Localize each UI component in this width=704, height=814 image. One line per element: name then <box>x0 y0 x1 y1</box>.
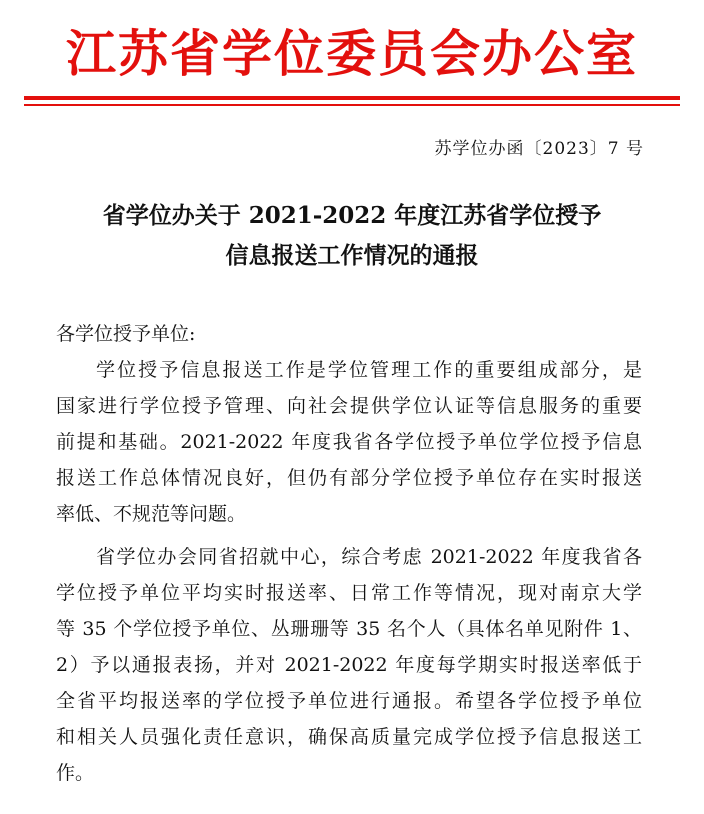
masthead-red-rule-thick <box>24 96 680 100</box>
paragraph-2-line-4: 2）予以通报表扬，并对 2021-2022 年度每学期实时报送率低于 <box>56 654 642 676</box>
masthead-red-rule-thin <box>24 104 680 106</box>
paragraph-1-line-2: 国家进行学位授予管理、向社会提供学位认证等信息服务的重要 <box>56 395 642 417</box>
paragraph-2-line-1: 省学位办会同省招就中心，综合考虑 2021-2022 年度我省各 <box>96 546 642 568</box>
paragraph-1-line-1: 学位授予信息报送工作是学位管理工作的重要组成部分，是 <box>96 359 642 381</box>
paragraph-2-line-2: 学位授予单位平均实时报送率、日常工作等情况，现对南京大学 <box>56 582 642 604</box>
document-title-line-2: 信息报送工作情况的通报 <box>225 242 479 269</box>
salutation: 各学位授予单位: <box>56 323 196 345</box>
paragraph-2-line-3: 等 35 个学位授予单位、丛珊珊等 35 名个人（具体名单见附件 1、 <box>56 618 642 640</box>
paragraph-1-line-4: 报送工作总体情况良好，但仍有部分学位授予单位存在实时报送 <box>56 467 642 489</box>
paragraph-2-line-5: 全省平均报送率的学位授予单位进行通报。希望各学位授予单位 <box>56 690 642 712</box>
paragraph-2-line-6: 和相关人员强化责任意识，确保高质量完成学位授予信息报送工 <box>56 726 642 748</box>
document-title <box>0 196 704 276</box>
document-title-line-1: 省学位办关于 2021-2022 年度江苏省学位授予 <box>102 202 602 229</box>
document-number: 苏学位办函〔2023〕7 号 <box>434 139 644 159</box>
paragraph-1-line-3: 前提和基础。2021-2022 年度我省各学位授予单位学位授予信息 <box>56 431 642 453</box>
paragraph-1-line-5: 率低、不规范等问题。 <box>56 503 247 525</box>
paragraph-2-line-7: 作。 <box>56 762 95 784</box>
masthead-org-name: 江苏省学位委员会办公室 <box>66 25 638 83</box>
